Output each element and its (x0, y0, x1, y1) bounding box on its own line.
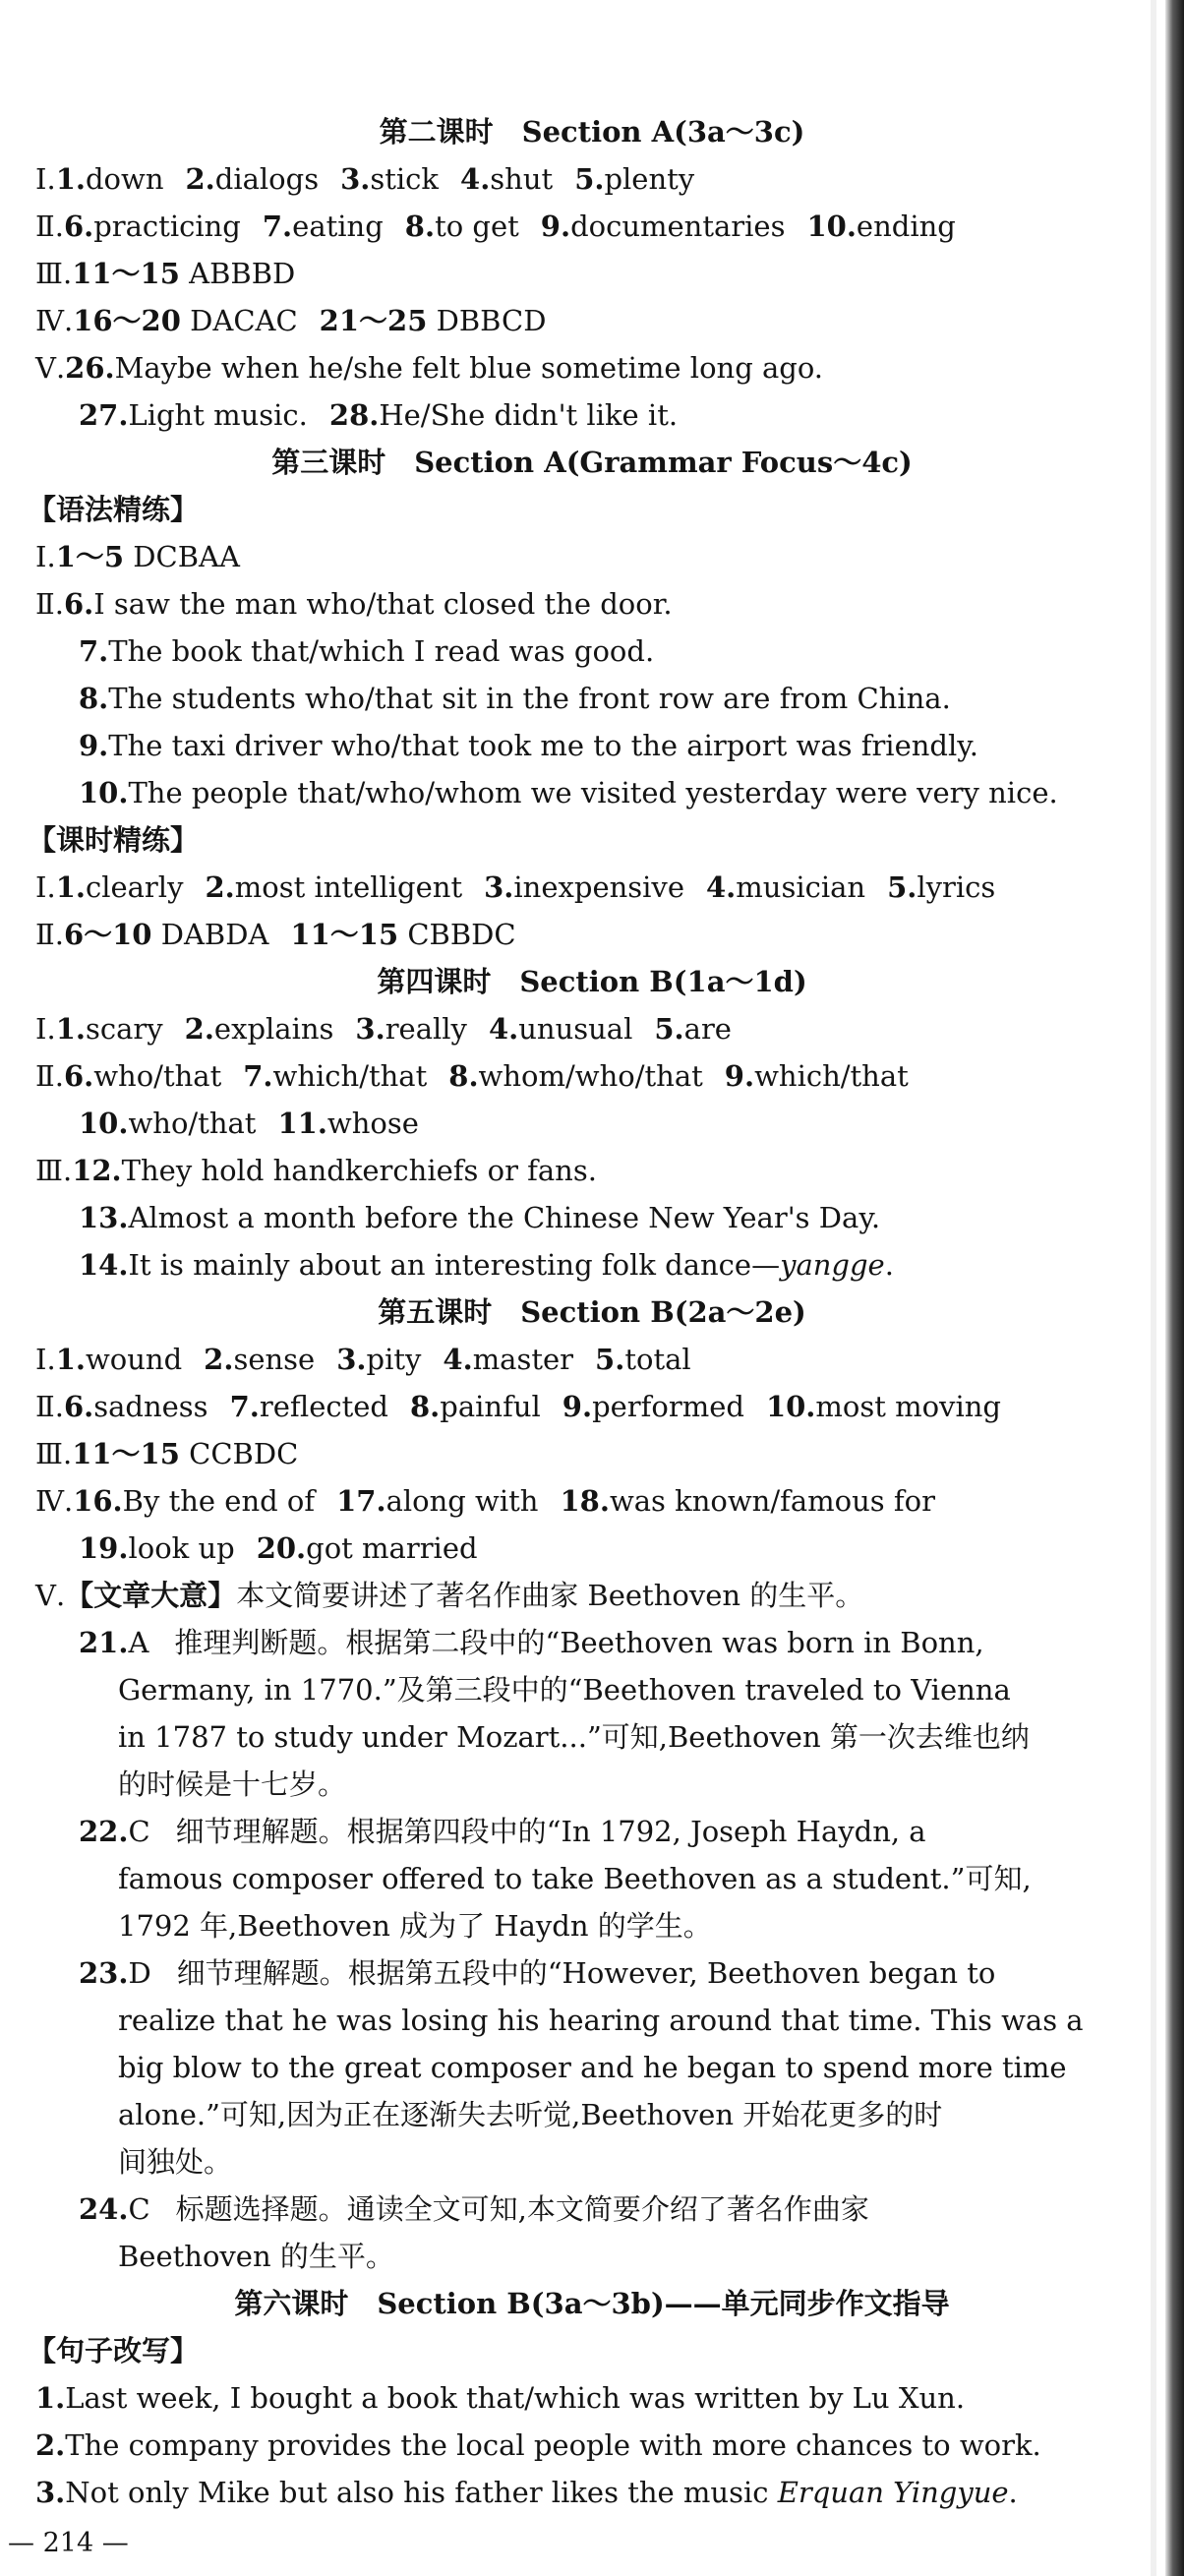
explanation-line (118, 2048, 1067, 2087)
roman-label: Ⅱ. (35, 1059, 64, 1093)
answer-text: really (385, 1012, 467, 1046)
explanation-line (118, 1765, 346, 1804)
answer-text: total (624, 1343, 691, 1376)
item-number: 8. (448, 1059, 479, 1093)
answer-text: whose (326, 1107, 419, 1140)
item-number: 10. (79, 776, 129, 809)
answer-text: practicing (93, 210, 241, 243)
item-number: 21. (79, 1626, 129, 1659)
bracket-label: 【课时精练】 (28, 823, 200, 857)
answer-row (35, 915, 516, 954)
answer-row (35, 2426, 1041, 2465)
answer-text: The taxi driver who/that took me to the airport was friendly. (108, 729, 979, 762)
item-number: 18. (560, 1484, 610, 1518)
answer-text: DBBCD (436, 304, 547, 337)
answer-text: DCBAA (133, 540, 240, 573)
section-title: 第五课时 Section B(2a～2e) (378, 1295, 806, 1329)
answer-text: explains (213, 1012, 334, 1046)
answer-text: DACAC (190, 304, 298, 337)
answer-row (35, 348, 823, 388)
item-number: 6～10 (63, 918, 152, 951)
answer-letter: C (128, 1815, 150, 1848)
punctuation: . (1008, 2476, 1018, 2509)
item-number: 4. (460, 162, 491, 196)
item-number: 7. (229, 1390, 260, 1423)
bracket-label: 【文章大意】 (65, 1579, 237, 1612)
item-number: 16. (73, 1484, 123, 1518)
explanation-line (118, 2001, 1084, 2040)
answer-text: clearly (85, 870, 184, 904)
answer-row (35, 1151, 597, 1190)
answer-row (79, 1198, 880, 1237)
answer-text: sense (233, 1343, 316, 1376)
item-number: 1. (55, 1343, 86, 1376)
roman-label: Ⅴ. (35, 351, 66, 385)
answer-text: ending (856, 210, 956, 243)
answer-text: along with (385, 1484, 539, 1518)
explanation-line (118, 1670, 1011, 1709)
answer-text: to get (435, 210, 519, 243)
explanation-text: 1792 年,Beethoven 成为了 Haydn 的学生。 (118, 1909, 712, 1943)
item-number: 8. (410, 1390, 441, 1423)
item-number: 8. (79, 682, 109, 715)
item-number: 7. (79, 634, 109, 668)
explanation-line (118, 1717, 1030, 1757)
answer-text: The company provides the local people with more chances to work. (65, 2428, 1041, 2462)
answer-text: Last week, I bought a book that/which was written by Lu Xun. (65, 2381, 966, 2415)
explanation-line (79, 2189, 869, 2229)
explanation-text: 推理判断题。根据第二段中的“Beethoven was born in Bonn, (174, 1626, 984, 1659)
italic-term: yangge (780, 1248, 885, 1282)
item-number: 27. (79, 398, 129, 432)
answer-text: most moving (815, 1390, 1001, 1423)
answer-row (35, 1056, 909, 1096)
answer-text: musician (736, 870, 866, 904)
explanation-line (79, 1623, 984, 1662)
item-number: 16～20 (73, 304, 181, 337)
roman-label: Ⅰ. (35, 1343, 56, 1376)
answer-text: which/that (754, 1059, 909, 1093)
answer-text: I saw the man who/that closed the door. (93, 587, 673, 621)
explanation-text: 的时候是十七岁。 (118, 1767, 347, 1801)
item-number: 4. (705, 870, 737, 904)
roman-label: Ⅰ. (35, 1012, 56, 1046)
item-number: 13. (79, 1201, 129, 1234)
answer-text: pity (366, 1343, 422, 1376)
answer-row (79, 1245, 894, 1285)
item-number: 6. (63, 1059, 94, 1093)
answer-text: wound (85, 1343, 183, 1376)
answer-row (35, 1481, 935, 1521)
answer-row (35, 2378, 965, 2418)
item-number: 1. (35, 2381, 66, 2415)
answer-text: Maybe when he/she felt blue sometime long ago. (114, 351, 824, 385)
roman-label: Ⅱ. (35, 587, 64, 621)
answer-text: inexpensive (513, 870, 684, 904)
item-number: 11～15 (72, 1437, 180, 1470)
explanation-line (79, 1953, 995, 1993)
answer-letter: A (128, 1626, 149, 1659)
roman-label: Ⅱ. (35, 210, 64, 243)
item-number: 1. (55, 870, 86, 904)
answer-text: scary (85, 1012, 163, 1046)
answer-row (35, 1009, 732, 1048)
answer-text: unusual (518, 1012, 633, 1046)
roman-label: Ⅱ. (35, 918, 64, 951)
answer-text: By the end of (122, 1484, 316, 1518)
answer-text: It is mainly about an interesting folk dance— (128, 1248, 781, 1282)
answer-row (35, 1434, 298, 1473)
section-title: 第三课时 Section A(Grammar Focus～4c) (271, 446, 913, 479)
answer-row (35, 301, 546, 340)
explanation-text: big blow to the great composer and he began to spend more time (118, 2051, 1067, 2084)
answer-row (79, 773, 1058, 812)
item-number: 6. (63, 587, 94, 621)
item-number: 3. (484, 870, 514, 904)
item-number: 11～15 (72, 257, 180, 290)
answer-text: Not only Mike but also his father likes the music (65, 2476, 778, 2509)
bracket-label: 【句子改写】 (28, 2334, 200, 2367)
answer-row (35, 207, 956, 246)
item-number: 10. (806, 210, 857, 243)
page-edge-highlight (1151, 0, 1156, 2576)
answer-text: who/that (128, 1107, 257, 1140)
answer-text: plenty (604, 162, 695, 196)
explanation-text: 细节理解题。根据第五段中的“However, Beethoven began to (176, 1956, 996, 1990)
answer-text: The people that/who/whom we visited yesterday were very nice. (128, 776, 1058, 809)
item-number: 2. (184, 1012, 214, 1046)
item-number: 5. (574, 162, 605, 196)
page-binding-edge (1165, 0, 1184, 2576)
answer-text: performed (592, 1390, 744, 1423)
item-number: 2. (204, 1343, 234, 1376)
answer-text: painful (440, 1390, 541, 1423)
explanation-text: Germany, in 1770.”及第三段中的“Beethoven traveled to Vienna (118, 1673, 1011, 1707)
answer-row (79, 1104, 419, 1143)
item-number: 2. (35, 2428, 66, 2462)
item-number: 21～25 (319, 304, 428, 337)
item-number: 3. (340, 162, 371, 196)
item-number: 5. (887, 870, 918, 904)
explanation-text: 细节理解题。根据第四段中的“In 1792, Joseph Haydn, a (175, 1815, 926, 1848)
explanation-text: realize that he was losing his hearing around that time. This was a (118, 2004, 1084, 2037)
explanation-line (118, 1859, 1032, 1898)
answer-text: which/that (272, 1059, 428, 1093)
answer-text: who/that (93, 1059, 222, 1093)
item-number: 22. (79, 1815, 129, 1848)
answer-row (79, 679, 951, 718)
answer-text: dialogs (214, 162, 320, 196)
explanation-text: famous composer offered to take Beethoven as a student.”可知, (118, 1862, 1032, 1895)
answer-text: Light music. (128, 398, 308, 432)
explanation-line (118, 1906, 712, 1946)
explanation-line (79, 1812, 926, 1851)
answer-text: master (472, 1343, 574, 1376)
answer-text: Almost a month before the Chinese New Year's Day. (128, 1201, 881, 1234)
roman-label: Ⅰ. (35, 540, 56, 573)
answer-text: down (85, 162, 164, 196)
explanation-line (118, 2095, 942, 2134)
italic-term: Erquan Yingyue (777, 2476, 1009, 2509)
answer-text: reflected (259, 1390, 388, 1423)
section-title: 第四课时 Section B(1a～1d) (377, 965, 807, 998)
answer-text: The book that/which I read was good. (108, 634, 655, 668)
answer-row (35, 868, 995, 907)
item-number: 1. (55, 1012, 86, 1046)
roman-label: Ⅳ. (35, 304, 74, 337)
item-number: 9. (540, 210, 571, 243)
answer-row (79, 631, 654, 671)
answer-text: sadness (93, 1390, 208, 1423)
answer-text: was known/famous for (609, 1484, 935, 1518)
answer-row (35, 1387, 1001, 1426)
answer-letter: C (128, 2192, 150, 2226)
item-number: 3. (355, 1012, 385, 1046)
item-number: 5. (654, 1012, 684, 1046)
item-number: 4. (488, 1012, 519, 1046)
explanation-line (118, 2142, 232, 2182)
roman-label: Ⅴ. (35, 1579, 66, 1612)
item-number: 3. (35, 2476, 66, 2509)
answer-text: lyrics (917, 870, 996, 904)
roman-label: Ⅲ. (35, 1154, 73, 1187)
explanation-text: alone.”可知,因为正在逐渐失去听觉,Beethoven 开始花更多的时 (118, 2098, 943, 2131)
answer-text: are (683, 1012, 732, 1046)
answer-row (35, 584, 673, 624)
answer-text: DABDA (160, 918, 269, 951)
roman-label: Ⅱ. (35, 1390, 64, 1423)
item-number: 1～5 (55, 540, 125, 573)
answer-row (79, 395, 678, 435)
answer-text: shut (490, 162, 554, 196)
item-number: 1. (55, 162, 86, 196)
punctuation: . (884, 1248, 894, 1282)
item-number: 11. (277, 1107, 327, 1140)
section-title: 第六课时 Section B(3a～3b)——单元同步作文指导 (234, 2287, 950, 2320)
item-number: 2. (205, 870, 235, 904)
answer-text: 本文简要讲述了著名作曲家 Beethoven 的生平。 (236, 1579, 864, 1612)
item-number: 2. (185, 162, 215, 196)
roman-label: Ⅰ. (35, 870, 56, 904)
answer-text: The students who/that sit in the front row are from China. (108, 682, 951, 715)
item-number: 11～15 (290, 918, 399, 951)
item-number: 3. (336, 1343, 367, 1376)
item-number: 9. (79, 729, 109, 762)
item-number: 7. (243, 1059, 273, 1093)
page-number: — 214 — (8, 2528, 129, 2558)
answer-row (35, 537, 240, 576)
answer-row (79, 726, 978, 765)
answer-text: most intelligent (234, 870, 463, 904)
roman-label: Ⅲ. (35, 257, 73, 290)
explanation-text: Beethoven 的生平。 (118, 2240, 394, 2273)
section-title: 第二课时 Section A(3a～3c) (379, 115, 805, 149)
item-number: 17. (336, 1484, 386, 1518)
answer-text: whom/who/that (478, 1059, 703, 1093)
item-number: 4. (443, 1343, 473, 1376)
item-number: 10. (765, 1390, 816, 1423)
item-number: 9. (562, 1390, 593, 1423)
item-number: 10. (79, 1107, 129, 1140)
answer-text: ABBBD (189, 257, 296, 290)
answer-text: CCBDC (189, 1437, 299, 1470)
answer-text: He/She didn't like it. (379, 398, 679, 432)
answer-text: look up (128, 1531, 235, 1565)
roman-label: Ⅳ. (35, 1484, 74, 1518)
item-number: 8. (404, 210, 436, 243)
explanation-text: 标题选择题。通读全文可知,本文简要介绍了著名作曲家 (175, 2192, 869, 2226)
answer-row (79, 1528, 478, 1568)
answer-row (35, 1340, 691, 1379)
item-number: 20. (256, 1531, 307, 1565)
roman-label: Ⅰ. (35, 162, 56, 196)
answer-row (35, 159, 694, 199)
answer-text: eating (292, 210, 384, 243)
answer-text: got married (306, 1531, 478, 1565)
answer-row (35, 1576, 863, 1615)
item-number: 6. (63, 210, 94, 243)
item-number: 7. (262, 210, 293, 243)
answer-text: documentaries (570, 210, 786, 243)
explanation-text: in 1787 to study under Mozart...”可知,Beethoven 第一次去维也纳 (118, 1720, 1030, 1754)
roman-label: Ⅲ. (35, 1437, 73, 1470)
explanation-line (118, 2237, 394, 2276)
item-number: 14. (79, 1248, 129, 1282)
answer-text: CBBDC (407, 918, 516, 951)
item-number: 28. (328, 398, 380, 432)
answer-letter: D (128, 1956, 151, 1990)
item-number: 6. (63, 1390, 94, 1423)
answer-text: stick (370, 162, 440, 196)
item-number: 19. (79, 1531, 129, 1565)
answer-row (35, 254, 295, 293)
answer-text: They hold handkerchiefs or fans. (121, 1154, 597, 1187)
item-number: 23. (79, 1956, 129, 1990)
item-number: 5. (595, 1343, 625, 1376)
item-number: 12. (72, 1154, 122, 1187)
item-number: 24. (79, 2192, 129, 2226)
bracket-label: 【语法精练】 (28, 493, 200, 526)
item-number: 9. (724, 1059, 755, 1093)
explanation-text: 间独处。 (118, 2145, 233, 2179)
item-number: 26. (65, 351, 115, 385)
answer-row (35, 2473, 1018, 2512)
